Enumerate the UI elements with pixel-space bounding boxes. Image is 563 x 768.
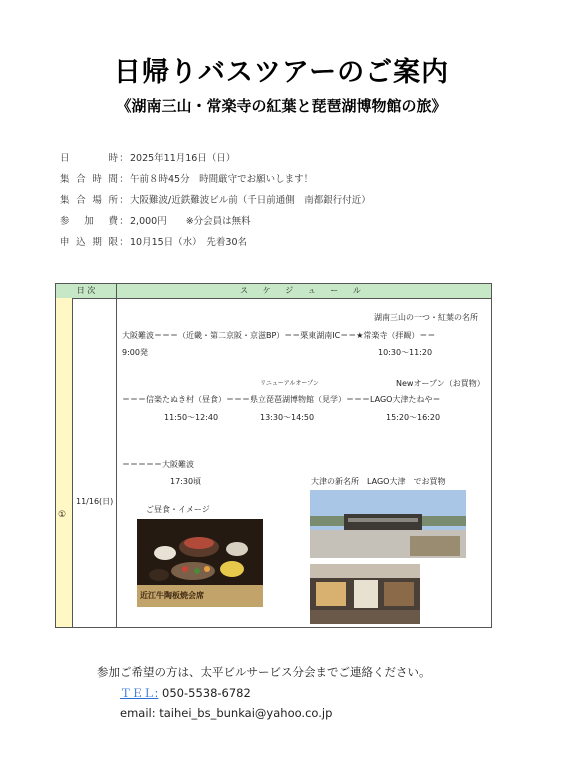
lago-caption: 大津の新名所 LAGO大津 でお買物 [311,477,446,486]
schedule-date: 11/16(日) [76,497,114,506]
footer-tel [120,685,251,701]
route-line-2: ＝＝＝信楽たぬき村（昼食）＝＝＝県立琵琶湖博物館（見学）＝＝＝LAGO大津たねや＝ [122,395,441,404]
info-row [60,234,371,255]
info-label-char: 込 [76,237,86,248]
info-value: 10月15日（水） 先着30名 [130,237,248,248]
info-label-char: 申 [60,237,70,248]
info-label [60,213,118,234]
lago-interior-photo [310,564,420,624]
info-row [60,150,371,171]
header-day: 日 次 [56,284,117,298]
info-label [60,192,118,213]
info-row [60,213,371,234]
info-label-char: 加 [84,216,94,227]
route-line-3-time: 17:30頃 [170,477,202,486]
info-label-char: 合 [76,174,86,185]
footer-contact-note: 参加ご希望の方は、太平ビルサービス分会までご連絡ください。 [97,665,431,679]
date-column [72,298,117,627]
lunch-photo [137,519,263,607]
info-row [60,171,371,192]
schedule-header [56,284,491,299]
info-separator: ： [119,174,129,185]
info-label-char: 時 [92,174,102,185]
info-list [60,150,371,255]
tel-number: 050-5538-6782 [162,686,251,700]
schedule-table [55,283,492,628]
page-title: 日帰りバスツアーのご案内 [113,57,450,88]
info-separator: ： [119,216,129,227]
info-label-char: 所 [108,195,118,206]
info-label [60,171,118,192]
info-value: 2,000円 ※分会員は無料 [130,216,251,227]
info-label-char: 費 [108,216,118,227]
info-row [60,192,371,213]
info-value: 2025年11月16日（日） [130,153,236,164]
number-column [56,298,73,627]
info-label-char: 時 [108,153,118,164]
note-new-open: Newオープン（お買物） [396,379,485,388]
page-subtitle: 《湖南三山・常楽寺の紅葉と琵琶湖博物館の旅》 [116,97,447,115]
lunch-label: 近江牛陶板焼会席 [140,591,204,600]
schedule-number: ① [58,510,67,520]
route-line-1-time: 10:30〜11:20 [378,348,433,357]
info-separator: ： [119,237,129,248]
info-value: 大阪難波/近鉄難波ビル前（千日前通側 南都銀行付近） [130,195,371,206]
info-label-char: 限 [108,237,118,248]
header-schedule: ス ケ ジ ュ ー ル [240,286,367,295]
footer-email: email: taihei_bs_bunkai@yahoo.co.jp [120,706,333,720]
info-separator: ： [119,195,129,206]
info-label-char: 期 [92,237,102,248]
info-label [60,234,118,255]
route-line-2-time-3: 15:20〜16:20 [386,413,441,422]
info-value: 午前８時45分 時間厳守でお願いします！ [130,174,314,185]
info-label-char: 集 [60,174,70,185]
route-line-2-time-1: 11:50〜12:40 [164,413,219,422]
note-top: 湖南三山の一つ・紅葉の名所 [374,313,478,322]
info-label-char: 合 [76,195,86,206]
route-line-2-time-2: 13:30〜14:50 [260,413,315,422]
lago-building-photo [310,490,466,558]
note-renewal: リニューアルオープン [260,380,319,387]
info-separator: ： [119,153,129,164]
route-line-1: 大阪難波＝＝＝（近畿・第二京阪・京滋BP）＝＝栗東湖南IC＝＝★常楽寺（拝観）＝＝ [122,331,436,340]
lunch-caption: ご昼食・イメージ [146,505,210,514]
info-label-char: 日 [60,153,70,164]
route-line-3: ＝＝＝＝＝大阪難波 [122,460,194,469]
info-label-char: 参 [60,216,70,227]
info-label-char: 間 [108,174,118,185]
info-label-char: 場 [92,195,102,206]
info-label [60,150,118,171]
info-label-char: 集 [60,195,70,206]
route-line-1-depart: 9:00発 [122,348,148,357]
tel-link[interactable]: ＴＥＬ: [120,686,159,700]
